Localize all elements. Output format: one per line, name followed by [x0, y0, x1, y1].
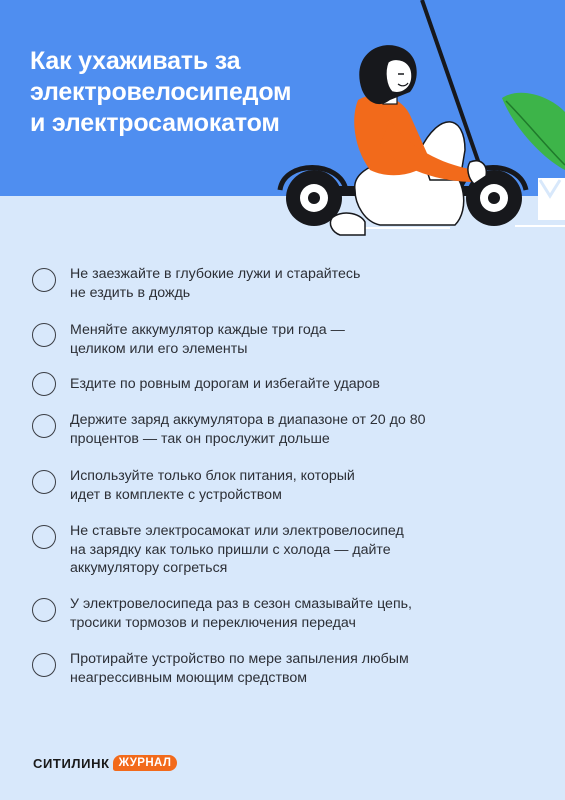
scooter-illustration — [270, 0, 565, 250]
tip-line: У электровелосипеда раз в сезон смазывайте цепь, — [70, 596, 412, 612]
tip-line: не ездить в дождь — [70, 284, 191, 301]
tip-text — [70, 650, 540, 687]
title-line: Как ухаживать за — [30, 47, 241, 75]
brand-logo[interactable] — [33, 752, 177, 774]
tip-line: процентов — так он прослужит дольше — [70, 430, 330, 447]
tip-line: тросики тормозов и переключения передач — [70, 614, 356, 631]
tip-text — [70, 265, 540, 302]
tip-line: Держите заряд аккумулятора в диапазоне от 20 до 80 — [70, 412, 426, 428]
tip-line: Не заезжайте в глубокие лужи и старайтесь — [70, 266, 361, 282]
title-line: и электросамокатом — [30, 109, 280, 137]
tip-text — [70, 522, 540, 578]
title-line: электровелосипедом — [30, 78, 292, 106]
tip-line: Меняйте аккумулятор каждые три года — — [70, 322, 345, 338]
logo-wordmark: СИТИЛИНК — [33, 755, 110, 771]
tip-text — [70, 375, 540, 394]
tip-line: Используйте только блок питания, который — [70, 468, 355, 484]
logo-badge: ЖУРНАЛ — [113, 755, 178, 771]
checkbox-circle-icon[interactable] — [32, 372, 56, 396]
checkbox-circle-icon[interactable] — [32, 414, 56, 438]
checkbox-circle-icon[interactable] — [32, 653, 56, 677]
tip-line: идет в комплекте с устройством — [70, 486, 282, 503]
tip-line: аккумулятору согреться — [70, 560, 228, 576]
checkbox-circle-icon[interactable] — [32, 323, 56, 347]
checkbox-circle-icon[interactable] — [32, 268, 56, 292]
tip-text — [70, 321, 540, 358]
tip-line: Протирайте устройство по мере запыления любым — [70, 651, 409, 667]
tip-line: неагрессивным моющим средством — [70, 669, 307, 686]
tip-line: целиком или его элементы — [70, 340, 248, 357]
tip-line: Не ставьте электросамокат или электровелосипед — [70, 523, 404, 539]
checkbox-circle-icon[interactable] — [32, 525, 56, 549]
checkbox-circle-icon[interactable] — [32, 470, 56, 494]
tip-text — [70, 411, 540, 448]
tip-text — [70, 467, 540, 504]
tip-line: на зарядку как только пришли с холода — дайте — [70, 541, 391, 558]
tip-text — [70, 595, 540, 632]
checkbox-circle-icon[interactable] — [32, 598, 56, 622]
tip-line: Ездите по ровным дорогам и избегайте ударов — [70, 376, 380, 392]
